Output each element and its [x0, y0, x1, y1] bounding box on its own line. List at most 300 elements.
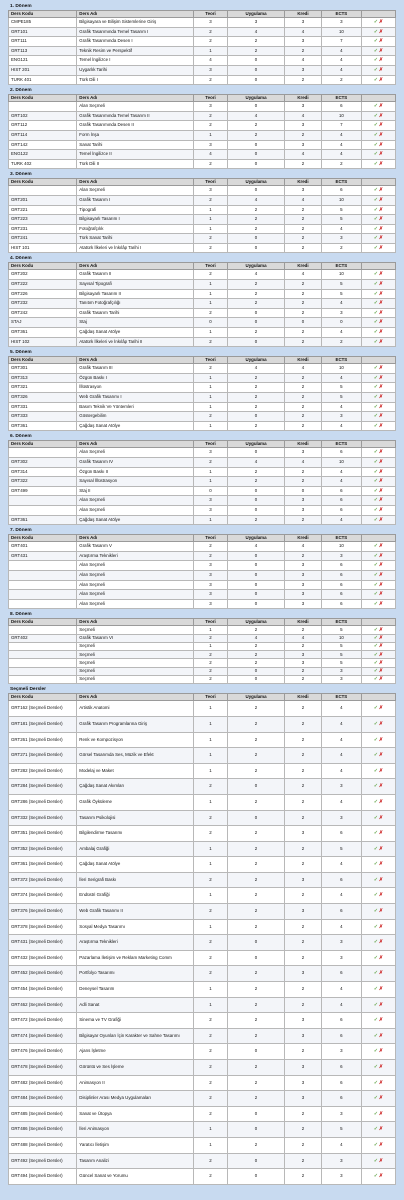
actions-header: [361, 95, 395, 102]
credit: 2: [284, 857, 321, 873]
delete-icon[interactable]: ✗: [378, 1141, 384, 1148]
course-row: [9, 779, 396, 795]
delete-icon[interactable]: ✗: [378, 736, 384, 743]
check-icon[interactable]: ✓: [373, 1157, 378, 1164]
delete-icon[interactable]: ✗: [378, 19, 384, 25]
delete-icon[interactable]: ✗: [378, 892, 384, 899]
column-header: Ders Kodu: [9, 694, 77, 701]
delete-icon[interactable]: ✗: [378, 861, 384, 868]
check-icon[interactable]: ✓: [373, 319, 378, 326]
course-code: [9, 186, 77, 196]
course-name: Sanat Tarihi: [77, 140, 194, 150]
check-icon[interactable]: ✓: [373, 814, 378, 821]
row-actions: [361, 1153, 395, 1169]
delete-icon[interactable]: ✗: [378, 216, 384, 223]
row-actions: [361, 467, 395, 477]
check-icon[interactable]: ✓: [373, 506, 378, 513]
check-icon[interactable]: ✓: [373, 516, 378, 523]
column-header: Uygulama: [228, 263, 285, 270]
delete-icon[interactable]: ✗: [378, 151, 384, 158]
check-icon[interactable]: ✓: [373, 216, 378, 223]
delete-icon[interactable]: ✗: [378, 923, 384, 930]
check-icon[interactable]: ✓: [373, 76, 378, 83]
check-icon[interactable]: ✓: [373, 736, 378, 743]
check-icon[interactable]: ✓: [373, 141, 378, 148]
check-icon[interactable]: ✓: [373, 300, 378, 307]
check-icon[interactable]: ✓: [373, 244, 378, 251]
practice-hours: 2: [228, 130, 285, 140]
delete-icon[interactable]: ✗: [378, 830, 384, 837]
ects: 6: [321, 1075, 361, 1091]
column-header: Teori: [193, 441, 227, 448]
check-icon[interactable]: ✓: [373, 394, 378, 400]
credit: 3: [284, 1091, 321, 1107]
delete-icon[interactable]: ✗: [378, 394, 384, 400]
check-icon[interactable]: ✓: [373, 783, 378, 790]
course-row: [9, 150, 396, 160]
course-row: [9, 159, 396, 169]
ects: 6: [321, 448, 361, 458]
check-icon[interactable]: ✓: [373, 449, 378, 456]
credit: 2: [284, 234, 321, 244]
delete-icon[interactable]: ✗: [378, 720, 384, 727]
row-actions: [361, 186, 395, 196]
course-name: Özgün Baskı II: [77, 467, 194, 477]
delete-icon[interactable]: ✗: [378, 581, 384, 588]
delete-icon[interactable]: ✗: [378, 290, 384, 297]
course-code: GRT102: [9, 111, 77, 121]
ects: 4: [321, 130, 361, 140]
check-icon[interactable]: ✓: [373, 892, 378, 899]
check-icon[interactable]: ✓: [373, 235, 378, 242]
delete-icon[interactable]: ✗: [378, 384, 384, 391]
delete-icon[interactable]: ✗: [378, 1032, 384, 1039]
column-header: Uygulama: [228, 619, 285, 626]
delete-icon[interactable]: ✗: [378, 552, 384, 559]
check-icon[interactable]: ✓: [373, 591, 378, 598]
delete-icon[interactable]: ✗: [378, 1095, 384, 1102]
delete-icon[interactable]: ✗: [378, 225, 384, 232]
delete-icon[interactable]: ✗: [378, 38, 384, 45]
check-icon[interactable]: ✓: [373, 1126, 378, 1133]
check-icon[interactable]: ✓: [373, 1001, 378, 1008]
check-icon[interactable]: ✓: [373, 634, 378, 641]
delete-icon[interactable]: ✗: [378, 798, 384, 805]
delete-icon[interactable]: ✗: [378, 543, 384, 550]
check-icon[interactable]: ✓: [373, 643, 378, 650]
course-name: Form İnşa: [77, 130, 194, 140]
check-icon[interactable]: ✓: [373, 57, 378, 64]
course-name: Pazarlama İletişim ve Reklam Marketing Comm: [77, 950, 194, 966]
theory-hours: 2: [193, 412, 227, 422]
check-icon[interactable]: ✓: [373, 581, 378, 588]
practice-hours: 0: [228, 140, 285, 150]
check-icon[interactable]: ✓: [373, 600, 378, 607]
delete-icon[interactable]: ✗: [378, 767, 384, 774]
ects: 4: [321, 515, 361, 525]
check-icon[interactable]: ✓: [373, 329, 378, 336]
delete-icon[interactable]: ✗: [378, 1110, 384, 1117]
delete-icon[interactable]: ✗: [378, 986, 384, 993]
delete-icon[interactable]: ✗: [378, 422, 384, 429]
delete-icon[interactable]: ✗: [378, 300, 384, 307]
check-icon[interactable]: ✓: [373, 225, 378, 232]
course-row: [9, 486, 396, 496]
practice-hours: 2: [228, 1060, 285, 1076]
check-icon[interactable]: ✓: [373, 160, 378, 167]
course-row: [9, 102, 396, 112]
credit: 3: [284, 37, 321, 47]
delete-icon[interactable]: ✗: [378, 374, 384, 381]
delete-icon[interactable]: ✗: [378, 1064, 384, 1071]
ects: 5: [321, 1122, 361, 1138]
check-icon[interactable]: ✓: [373, 970, 378, 977]
delete-icon[interactable]: ✗: [378, 600, 384, 607]
delete-icon[interactable]: ✗: [378, 908, 384, 915]
delete-icon[interactable]: ✗: [378, 876, 384, 883]
course-row: [9, 75, 396, 85]
course-name: Çağdaş Sanat Atölye: [77, 515, 194, 525]
check-icon[interactable]: ✓: [373, 752, 378, 759]
delete-icon[interactable]: ✗: [378, 1126, 384, 1133]
delete-icon[interactable]: ✗: [378, 506, 384, 513]
column-header: ECTS: [321, 95, 361, 102]
check-icon[interactable]: ✓: [373, 676, 378, 683]
delete-icon[interactable]: ✗: [378, 329, 384, 336]
course-row: [9, 1137, 396, 1153]
check-icon[interactable]: ✓: [373, 122, 378, 129]
delete-icon[interactable]: ✗: [378, 478, 384, 485]
check-icon[interactable]: ✓: [373, 876, 378, 883]
delete-icon[interactable]: ✗: [378, 659, 384, 666]
check-icon[interactable]: ✓: [373, 309, 378, 316]
check-icon[interactable]: ✓: [373, 206, 378, 213]
delete-icon[interactable]: ✗: [378, 562, 384, 569]
delete-icon[interactable]: ✗: [378, 668, 384, 675]
theory-hours: 2: [193, 667, 227, 675]
check-icon[interactable]: ✓: [373, 290, 378, 297]
theory-hours: 1: [193, 215, 227, 225]
delete-icon[interactable]: ✗: [378, 206, 384, 213]
check-icon[interactable]: ✓: [373, 720, 378, 727]
check-icon[interactable]: ✓: [373, 28, 378, 35]
course-code: TURK 402: [9, 159, 77, 169]
check-icon[interactable]: ✓: [373, 705, 378, 712]
theory-hours: 1: [193, 402, 227, 412]
check-icon[interactable]: ✓: [373, 281, 378, 288]
delete-icon[interactable]: ✗: [378, 1001, 384, 1008]
check-icon[interactable]: ✓: [373, 374, 378, 381]
course-table: [8, 693, 396, 1184]
delete-icon[interactable]: ✗: [378, 634, 384, 641]
check-icon[interactable]: ✓: [373, 187, 378, 194]
check-icon[interactable]: ✓: [373, 986, 378, 993]
delete-icon[interactable]: ✗: [378, 845, 384, 852]
check-icon[interactable]: ✓: [373, 38, 378, 45]
check-icon[interactable]: ✓: [373, 552, 378, 559]
practice-hours: 0: [228, 779, 285, 795]
check-icon[interactable]: ✓: [373, 338, 378, 345]
delete-icon[interactable]: ✗: [378, 1048, 384, 1055]
column-header: Teori: [193, 535, 227, 542]
delete-icon[interactable]: ✗: [378, 970, 384, 977]
credit: 3: [284, 826, 321, 842]
delete-icon[interactable]: ✗: [378, 1079, 384, 1086]
delete-icon[interactable]: ✗: [378, 66, 384, 73]
ects: 4: [321, 299, 361, 309]
delete-icon[interactable]: ✗: [378, 571, 384, 578]
course-row: [9, 626, 396, 634]
delete-icon[interactable]: ✗: [378, 752, 384, 759]
check-icon[interactable]: ✓: [373, 66, 378, 73]
row-actions: [361, 457, 395, 467]
row-actions: [361, 919, 395, 935]
column-header: Kredi: [284, 179, 321, 186]
course-row: [9, 904, 396, 920]
check-icon[interactable]: ✓: [373, 112, 378, 119]
delete-icon[interactable]: ✗: [378, 141, 384, 148]
course-name: Tanıtım Fotoğrafçılığı: [77, 299, 194, 309]
ects: 5: [321, 659, 361, 667]
check-icon[interactable]: ✓: [373, 830, 378, 837]
delete-icon[interactable]: ✗: [378, 939, 384, 946]
delete-icon[interactable]: ✗: [378, 1017, 384, 1024]
delete-icon[interactable]: ✗: [378, 591, 384, 598]
delete-icon[interactable]: ✗: [378, 103, 384, 110]
course-row: [9, 580, 396, 590]
ects: 4: [321, 224, 361, 234]
actions-header: [361, 263, 395, 270]
course-name: Sayısal İllüstrasyon: [77, 477, 194, 487]
course-row: [9, 590, 396, 600]
delete-icon[interactable]: ✗: [378, 1157, 384, 1164]
section-title: 1. Dönem: [10, 4, 32, 9]
check-icon[interactable]: ✓: [373, 939, 378, 946]
course-name: Alan Seçmeli: [77, 580, 194, 590]
course-code: GRT485 (Seçmeli Dersler): [9, 1106, 77, 1122]
course-table: [8, 618, 396, 684]
check-icon[interactable]: ✓: [373, 458, 378, 465]
practice-hours: 0: [228, 65, 285, 75]
row-actions: [361, 580, 395, 590]
course-row: [9, 1013, 396, 1029]
ects: 6: [321, 599, 361, 609]
delete-icon[interactable]: ✗: [378, 954, 384, 961]
check-icon[interactable]: ✓: [373, 47, 378, 54]
course-table: [8, 262, 396, 347]
delete-icon[interactable]: ✗: [378, 783, 384, 790]
delete-icon[interactable]: ✗: [378, 643, 384, 650]
check-icon[interactable]: ✓: [373, 1048, 378, 1055]
delete-icon[interactable]: ✗: [378, 28, 384, 35]
delete-icon[interactable]: ✗: [378, 160, 384, 167]
check-icon[interactable]: ✓: [373, 413, 378, 420]
check-icon[interactable]: ✓: [373, 403, 378, 410]
column-header: ECTS: [321, 619, 361, 626]
ects: 3: [321, 810, 361, 826]
course-code: GRT242: [9, 308, 77, 318]
theory-hours: 2: [193, 779, 227, 795]
check-icon[interactable]: ✓: [373, 659, 378, 666]
row-actions: [361, 841, 395, 857]
delete-icon[interactable]: ✗: [378, 319, 384, 326]
ects: 4: [321, 1137, 361, 1153]
course-code: GRT361: [9, 328, 77, 338]
theory-hours: 1: [193, 857, 227, 873]
check-icon[interactable]: ✓: [373, 131, 378, 138]
course-code: [9, 667, 77, 675]
check-icon[interactable]: ✓: [373, 468, 378, 475]
check-icon[interactable]: ✓: [373, 1095, 378, 1102]
delete-icon[interactable]: ✗: [378, 47, 384, 54]
header-row: [9, 535, 396, 542]
course-code: HIST 201: [9, 65, 77, 75]
delete-icon[interactable]: ✗: [378, 449, 384, 456]
credit: 2: [284, 888, 321, 904]
delete-icon[interactable]: ✗: [378, 122, 384, 129]
delete-icon[interactable]: ✗: [378, 309, 384, 316]
course-name: Temel İngilizce II: [77, 150, 194, 160]
check-icon[interactable]: ✓: [373, 487, 378, 494]
check-icon[interactable]: ✓: [373, 798, 378, 805]
check-icon[interactable]: ✓: [373, 954, 378, 961]
theory-hours: 2: [193, 75, 227, 85]
delete-icon[interactable]: ✗: [378, 235, 384, 242]
delete-icon[interactable]: ✗: [378, 281, 384, 288]
practice-hours: 4: [228, 27, 285, 37]
check-icon[interactable]: ✓: [373, 767, 378, 774]
delete-icon[interactable]: ✗: [378, 814, 384, 821]
delete-icon[interactable]: ✗: [378, 187, 384, 194]
delete-icon[interactable]: ✗: [378, 196, 384, 203]
check-icon[interactable]: ✓: [373, 497, 378, 504]
actions-header: [361, 694, 395, 701]
check-icon[interactable]: ✓: [373, 908, 378, 915]
course-code: [9, 561, 77, 571]
check-icon[interactable]: ✓: [373, 626, 378, 633]
credit: 2: [284, 243, 321, 253]
course-row: [9, 18, 396, 28]
delete-icon[interactable]: ✗: [378, 1173, 384, 1180]
check-icon[interactable]: ✓: [373, 19, 378, 25]
row-actions: [361, 37, 395, 47]
credit: 2: [284, 551, 321, 561]
course-code: GRT478 (Seçmeli Dersler): [9, 1060, 77, 1076]
credit: 3: [284, 140, 321, 150]
delete-icon[interactable]: ✗: [378, 76, 384, 83]
delete-icon[interactable]: ✗: [378, 413, 384, 420]
check-icon[interactable]: ✓: [373, 1032, 378, 1039]
course-name: Seçmeli: [77, 626, 194, 634]
practice-hours: 0: [228, 599, 285, 609]
check-icon[interactable]: ✓: [373, 668, 378, 675]
delete-icon[interactable]: ✗: [378, 403, 384, 410]
course-name: Artistik Anatomi: [77, 701, 194, 717]
delete-icon[interactable]: ✗: [378, 365, 384, 372]
credit: 2: [284, 477, 321, 487]
delete-icon[interactable]: ✗: [378, 112, 384, 119]
ects: 5: [321, 289, 361, 299]
delete-icon[interactable]: ✗: [378, 244, 384, 251]
delete-icon[interactable]: ✗: [378, 131, 384, 138]
check-icon[interactable]: ✓: [373, 271, 378, 278]
check-icon[interactable]: ✓: [373, 1110, 378, 1117]
check-icon[interactable]: ✓: [373, 861, 378, 868]
delete-icon[interactable]: ✗: [378, 705, 384, 712]
ects: 6: [321, 580, 361, 590]
practice-hours: 2: [228, 919, 285, 935]
check-icon[interactable]: ✓: [373, 845, 378, 852]
check-icon[interactable]: ✓: [373, 1017, 378, 1024]
course-code: GRT313: [9, 373, 77, 383]
delete-icon[interactable]: ✗: [378, 57, 384, 64]
check-icon[interactable]: ✓: [373, 384, 378, 391]
delete-icon[interactable]: ✗: [378, 651, 384, 658]
check-icon[interactable]: ✓: [373, 196, 378, 203]
check-icon[interactable]: ✓: [373, 923, 378, 930]
course-name: Sayısal Tipografi: [77, 280, 194, 290]
check-icon[interactable]: ✓: [373, 1173, 378, 1180]
delete-icon[interactable]: ✗: [378, 487, 384, 494]
row-actions: [361, 224, 395, 234]
check-icon[interactable]: ✓: [373, 1079, 378, 1086]
delete-icon[interactable]: ✗: [378, 468, 384, 475]
ects: 4: [321, 716, 361, 732]
theory-hours: 2: [193, 337, 227, 347]
check-icon[interactable]: ✓: [373, 651, 378, 658]
course-code: GRT462 (Seçmeli Dersler): [9, 997, 77, 1013]
delete-icon[interactable]: ✗: [378, 338, 384, 345]
column-header: Kredi: [284, 263, 321, 270]
ects: 6: [321, 1013, 361, 1029]
check-icon[interactable]: ✓: [373, 422, 378, 429]
delete-icon[interactable]: ✗: [378, 458, 384, 465]
check-icon[interactable]: ✓: [373, 543, 378, 550]
check-icon[interactable]: ✓: [373, 571, 378, 578]
practice-hours: 0: [228, 1153, 285, 1169]
delete-icon[interactable]: ✗: [378, 497, 384, 504]
check-icon[interactable]: ✓: [373, 151, 378, 158]
course-name: Alan Seçmeli: [77, 448, 194, 458]
course-row: [9, 477, 396, 487]
delete-icon[interactable]: ✗: [378, 271, 384, 278]
row-actions: [361, 982, 395, 998]
check-icon[interactable]: ✓: [373, 478, 378, 485]
check-icon[interactable]: ✓: [373, 365, 378, 372]
check-icon[interactable]: ✓: [373, 1141, 378, 1148]
course-table: [8, 178, 396, 253]
delete-icon[interactable]: ✗: [378, 516, 384, 523]
practice-hours: 2: [228, 215, 285, 225]
row-actions: [361, 448, 395, 458]
course-row: [9, 659, 396, 667]
check-icon[interactable]: ✓: [373, 103, 378, 110]
row-actions: [361, 935, 395, 951]
credit: 2: [284, 1106, 321, 1122]
delete-icon[interactable]: ✗: [378, 626, 384, 633]
section-title: 2. Dönem: [10, 88, 32, 94]
check-icon[interactable]: ✓: [373, 562, 378, 569]
ects: 5: [321, 393, 361, 403]
course-row: [9, 642, 396, 650]
check-icon[interactable]: ✓: [373, 1064, 378, 1071]
course-code: GRT286 (Seçmeli Dersler): [9, 794, 77, 810]
credit: 2: [284, 997, 321, 1013]
course-code: [9, 626, 77, 634]
column-header: Uygulama: [228, 441, 285, 448]
ects: 6: [321, 486, 361, 496]
delete-icon[interactable]: ✗: [378, 676, 384, 683]
